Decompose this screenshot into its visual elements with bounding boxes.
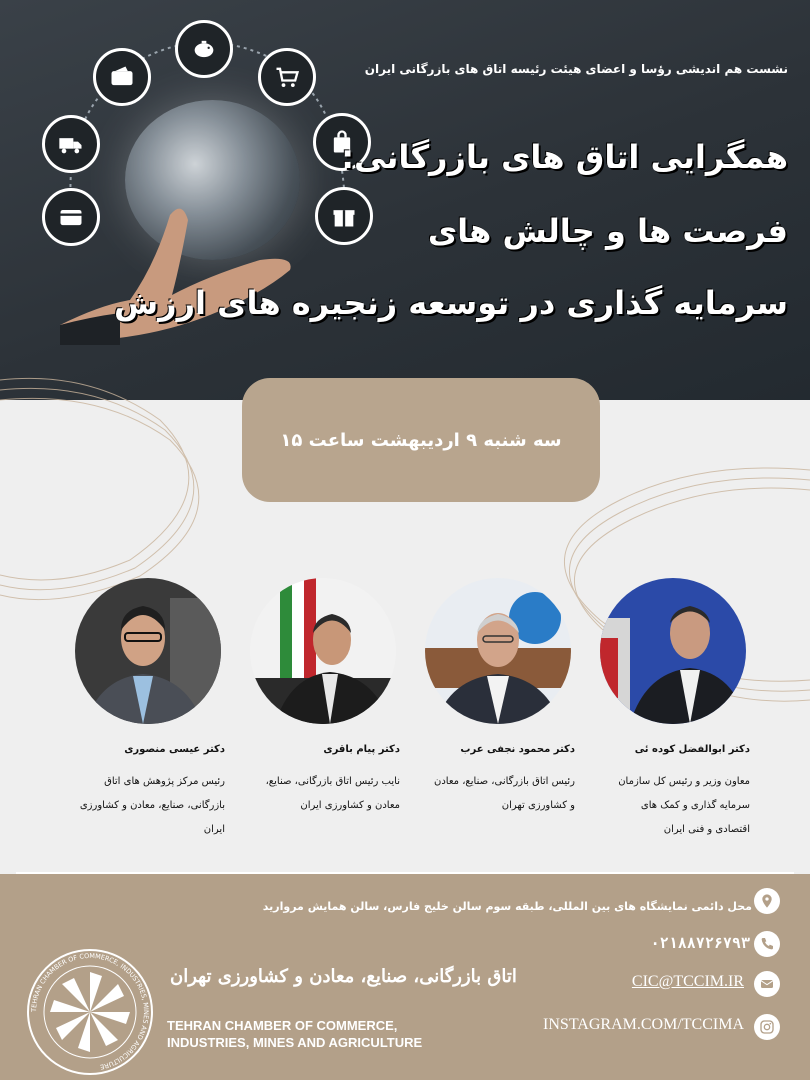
speaker-role-line: بازرگانی، صنایع، معادن و کشاورزی	[79, 800, 225, 811]
speaker-role-line: معاون وزیر و رئیس کل سازمان	[618, 776, 750, 787]
ecommerce-illustration	[0, 0, 400, 400]
shopping-cart-icon	[258, 48, 316, 106]
delivery-truck-icon	[42, 115, 100, 173]
wallet-icon	[93, 48, 151, 106]
hero-banner	[0, 0, 810, 400]
event-title-line-2: فرصت ها و چالش های	[427, 212, 788, 250]
event-subtitle: نشست هم اندیشی رؤسا و اعضای هیئت رئیسه اتاق های بازرگانی ایران	[364, 62, 788, 76]
speaker-card	[600, 578, 750, 835]
speaker-role-line: ایران	[203, 824, 225, 835]
email-icon	[754, 971, 780, 997]
event-title-line-1: همگرایی اتاق های بازرگانی:	[341, 138, 788, 176]
speaker-card	[75, 578, 225, 835]
logo-ring-text: TEHRAN CHAMBER OF COMMERCE, INDUSTRIES, MINES AND AGRICULTURE	[29, 951, 151, 1072]
speaker-name: دکتر محمود نجفی عرب	[460, 744, 575, 755]
email-link[interactable]: CIC@TCCIM.IR	[631, 973, 744, 990]
event-date-pill	[242, 378, 600, 502]
speaker-card	[250, 578, 400, 811]
chamber-logo	[24, 946, 156, 1078]
speaker-role-line: معادن و کشاورزی ایران	[300, 800, 400, 811]
speaker-photo	[600, 578, 746, 724]
speaker-photo	[250, 578, 396, 724]
gift-icon	[315, 187, 373, 245]
speaker-card	[425, 578, 575, 811]
speaker-name: دکتر عیسی منصوری	[124, 744, 225, 755]
phone-icon	[754, 931, 780, 957]
org-name-english-line: TEHRAN CHAMBER OF COMMERCE,	[167, 1018, 398, 1033]
speaker-photo	[75, 578, 221, 724]
speaker-role	[50, 770, 225, 842]
speaker-photo	[425, 578, 571, 724]
speaker-role-line: و کشاورزی تهران	[501, 800, 575, 811]
speaker-role	[225, 770, 400, 818]
speaker-role-line: رئیس مرکز پژوهش های اتاق	[104, 776, 225, 787]
event-title-line-3: سرمایه گذاری در توسعه زنجیره های ارزش	[114, 284, 788, 322]
phone-number[interactable]: ۰۲۱۸۸۷۲۶۷۹۳	[650, 934, 750, 952]
speaker-name: دکتر پیام باقری	[323, 744, 400, 755]
speaker-role	[575, 770, 750, 842]
credit-card-icon	[42, 188, 100, 246]
org-name-english-line: INDUSTRIES, MINES AND AGRICULTURE	[167, 1035, 423, 1050]
speaker-role-line: سرمایه گذاری و کمک های	[640, 800, 750, 811]
event-date-time: سه شنبه ۹ اردیبهشت ساعت ۱۵	[280, 429, 562, 451]
speaker-role-line: رئیس اتاق بازرگانی، صنایع، معادن	[433, 776, 575, 787]
speaker-role-line: اقتصادی و فنی ایران	[663, 824, 750, 835]
venue-address: محل دائمی نمایشگاه های بین المللی، طبقه سوم سالن خلیج فارس، سالن همایش مروارید	[262, 900, 752, 913]
org-name-persian: اتاق بازرگانی، صنایع، معادن و کشاورزی تهران	[170, 966, 517, 987]
svg-text:TEHRAN CHAMBER OF COMMERCE, IN	[30, 952, 150, 1071]
speaker-role-line: نایب رئیس اتاق بازرگانی، صنایع،	[265, 776, 400, 787]
org-name-english	[167, 1017, 422, 1051]
instagram-link[interactable]: INSTAGRAM.COM/TCCIMA	[543, 1016, 744, 1033]
location-pin-icon	[754, 888, 780, 914]
speaker-name: دکتر ابوالفضل کوده ئی	[634, 744, 750, 755]
piggy-bank-icon	[175, 20, 233, 78]
instagram-icon	[754, 1014, 780, 1040]
speaker-role	[400, 770, 575, 818]
